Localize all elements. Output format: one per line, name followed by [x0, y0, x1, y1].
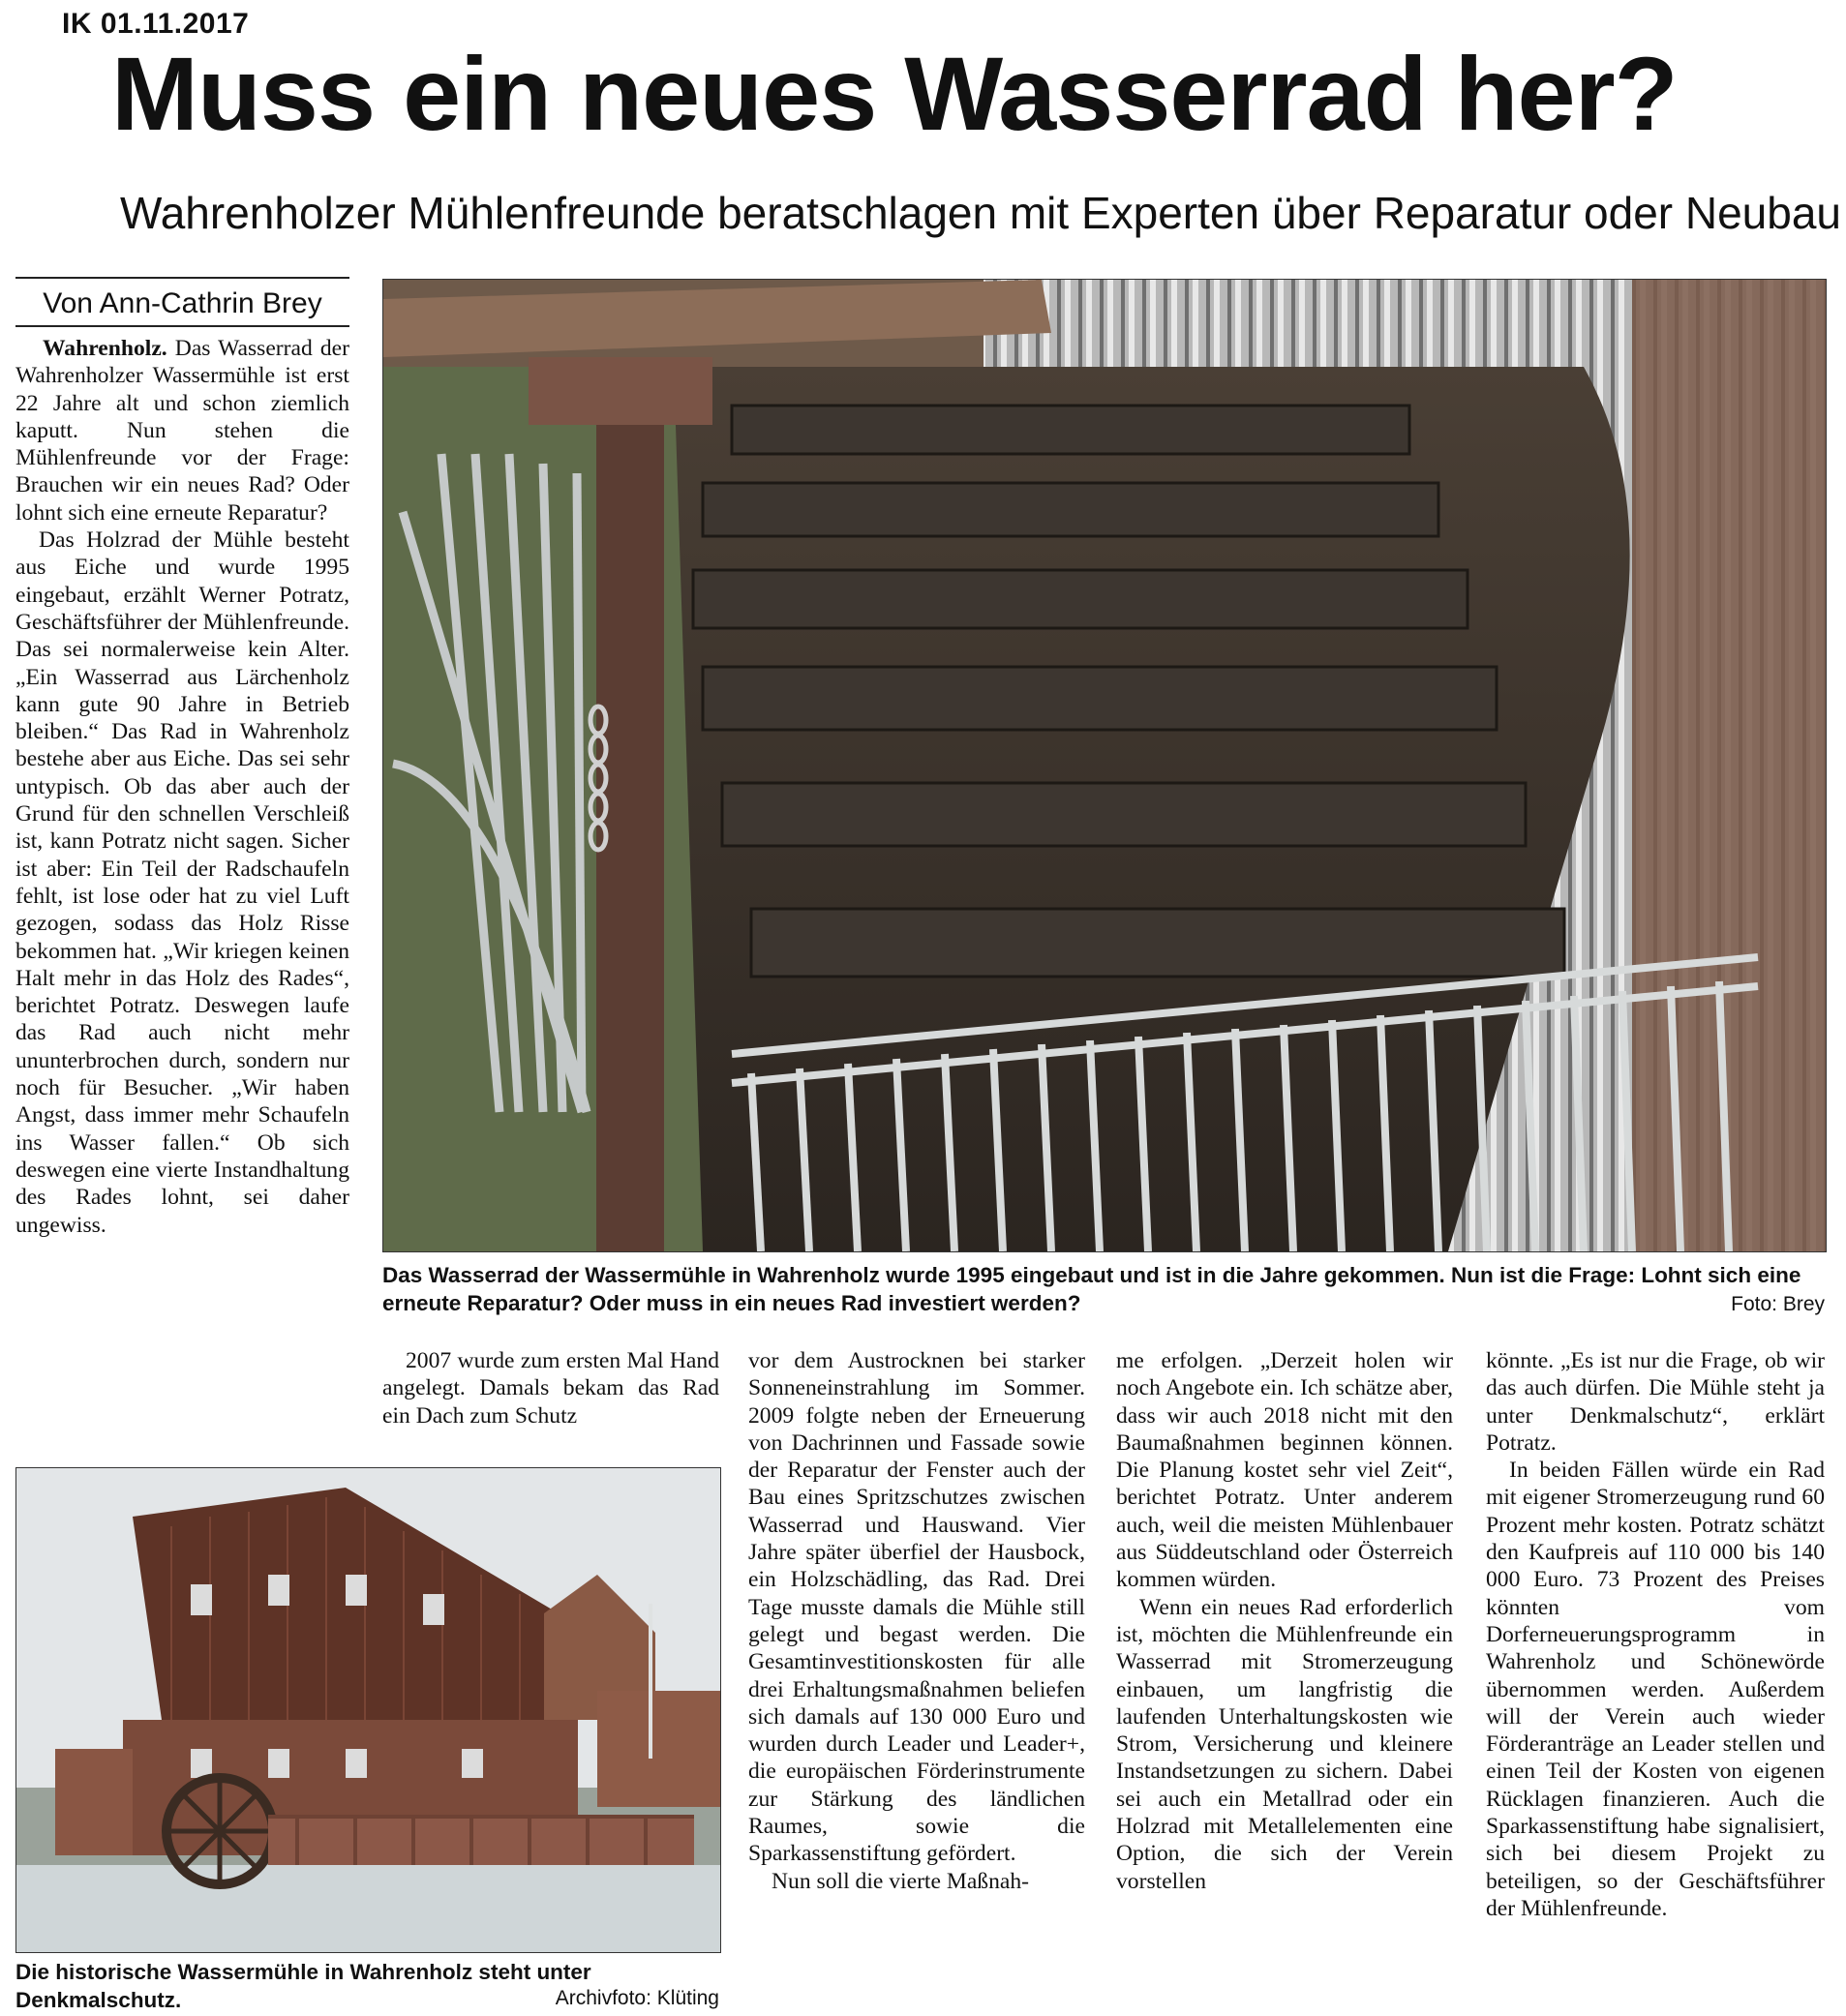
water-wheel-illustration — [383, 280, 1826, 1251]
article-column-5 — [1486, 1347, 1825, 1922]
main-photo-credit: Foto: Brey — [1731, 1293, 1825, 1315]
article-dateline-place: Wahrenholz. — [43, 336, 167, 361]
article-column-4 — [1116, 1347, 1453, 1895]
article-paragraph — [15, 335, 349, 527]
byline: Von Ann-Cathrin Brey — [43, 287, 322, 319]
article-paragraph: Wenn ein neues Rad erforderlich ist, möchten die Mühlenfreunde ein Wasserrad mit Stromerzeugung einbauen, um langfristig die laufenden Unterhaltungskosten wie Strom, Versicherung und kleinere Instandsetzungen zu sichern. Dabei sei auch ein Metallrad oder ein Holzrad mit Metallelementen eine Option, die sich der Verein vorstellen — [1116, 1594, 1453, 1894]
byline-bottom-rule — [15, 325, 349, 327]
side-photo-caption: Die historische Wassermühle in Wahrenholz steht unter Denkmalschutz. — [15, 1960, 591, 2012]
article-paragraph: vor dem Austrocknen bei starker Sonneneinstrahlung im Sommer. 2009 folgte neben der Erneuerung von Dachrinnen und Fassade sowie der Reparatur der Fenster auch der Bau eines Spritzschutzes zwischen Wasserrad und Hauswand. Vier Jahre später überfiel der Hausbock, ein Holzschädling, das Rad. Drei Tage musste damals die Mühle still gelegt und begast werden. Die Gesamtinvestitionskosten für alle drei Erhaltungsmaßnahmen beliefen sich damals auf 130 000 Euro und wurden durch Leader und Leader+, die europäischen Förderinstrumente zur Stärkung des ländlichen Raumes, sowie die Sparkassenstiftung gefördert. — [748, 1348, 1085, 1867]
main-photo-caption: Das Wasserrad der Wassermühle in Wahrenholz wurde 1995 eingebaut und ist in die Jahre gekommen. Nun ist die Frage: Lohnt sich eine erneute Reparatur? Oder muss in ein neues Rad investiert werden? — [382, 1263, 1801, 1315]
article-paragraph: me erfolgen. „Derzeit holen wir noch Angebote ein. Ich schätze aber, dass wir auch 2018 nicht mit den Baumaßnahmen beginnen können. Die Planung kostet sehr viel Zeit“, berichtet Potratz. Unter anderem auch, weil die meisten Mühlenbauer aus Süddeutschland oder Österreich kommen würden. — [1116, 1348, 1453, 1593]
headline: Muss ein neues Wasserrad her? — [111, 35, 1678, 152]
article-paragraph: 2007 wurde zum ersten Mal Hand angelegt. Damals bekam das Rad ein Dach zum Schutz — [382, 1348, 719, 1429]
article-paragraph: Das Holzrad der Mühle besteht aus Eiche und wurde 1995 eingebaut, erzählt Werner Potratz, Geschäftsführer der Mühlenfreunde. Das sei normalerweise kein Alter. „Ein Wasserrad aus Lärchenholz kann gute 90 Jahre in Betrieb bleiben.“ Das Rad in Wahrenholz bestehe aber aus Eiche. Das sei sehr untypisch. Ob das aber auch der Grund für den schnellen Verschleiß ist, kann Potratz nicht sagen. Sicher ist aber: Ein Teil der Radschaufeln fehlt, ist lose oder hat zu viel Luft gezogen, sodass das Holz Risse bekommen hat. „Wir kriegen keinen Halt mehr in das Holz des Rades“, berichtet Potratz. Deswegen laufe das Rad auch nicht mehr ununterbrochen durch, sondern nur noch für Besucher. „Wir haben Angst, dass immer mehr Schaufeln ins Wasser fallen.“ Ob sich deswegen eine vierte Instandhaltung des Rades lohnt, sei daher ungewiss. — [15, 527, 349, 1238]
subheadline: Wahrenholzer Mühlenfreunde beratschlagen mit Experten über Reparatur oder Neubau — [120, 188, 1842, 238]
dateline: IK 01.11.2017 — [62, 8, 250, 40]
mill-building-photo — [15, 1467, 721, 1953]
mill-building-illustration — [16, 1468, 720, 1952]
article-paragraph: könnte. „Es ist nur die Frage, ob wir das auch dürfen. Die Mühle steht ja unter Denkmalschutz“, erklärt Potratz. — [1486, 1348, 1825, 1456]
article-text: Das Wasserrad der Wahrenholzer Wassermühle ist erst 22 Jahre alt und schon ziemlich kaputt. Nun stehen die Mühlenfreunde vor der Frage: Brauchen wir ein neues Rad? Oder lohnt sich eine erneute Reparatur? — [15, 336, 349, 526]
article-paragraph: Nun soll die vierte Maßnah- — [772, 1868, 1030, 1894]
article-column-1 — [15, 335, 349, 1239]
side-photo-credit: Archivfoto: Klüting — [555, 1987, 719, 2009]
article-column-3 — [748, 1347, 1085, 1895]
water-wheel-photo — [382, 279, 1827, 1252]
article-paragraph: In beiden Fällen würde ein Rad mit eigener Stromerzeugung rund 60 Prozent mehr kosten. Potratz schätzt den Kaufpreis auf 110 000 bis 140 000 Euro. 73 Prozent des Preises könnten vom Dorferneuerungsprogramm in Wahrenholz und Schönewörde übernommen werden. Außerdem will der Verein auch wieder Förderanträge an Leader stellen und einen Teil der Kosten von eigenen Rücklagen finanzieren. Auch die Sparkassenstiftung habe signalisiert, sich bei diesem Projekt zu beteiligen, so der Geschäftsführer der Mühlenfreunde. — [1486, 1458, 1825, 1921]
article-column-2 — [382, 1347, 719, 1429]
byline-top-rule — [15, 277, 349, 279]
